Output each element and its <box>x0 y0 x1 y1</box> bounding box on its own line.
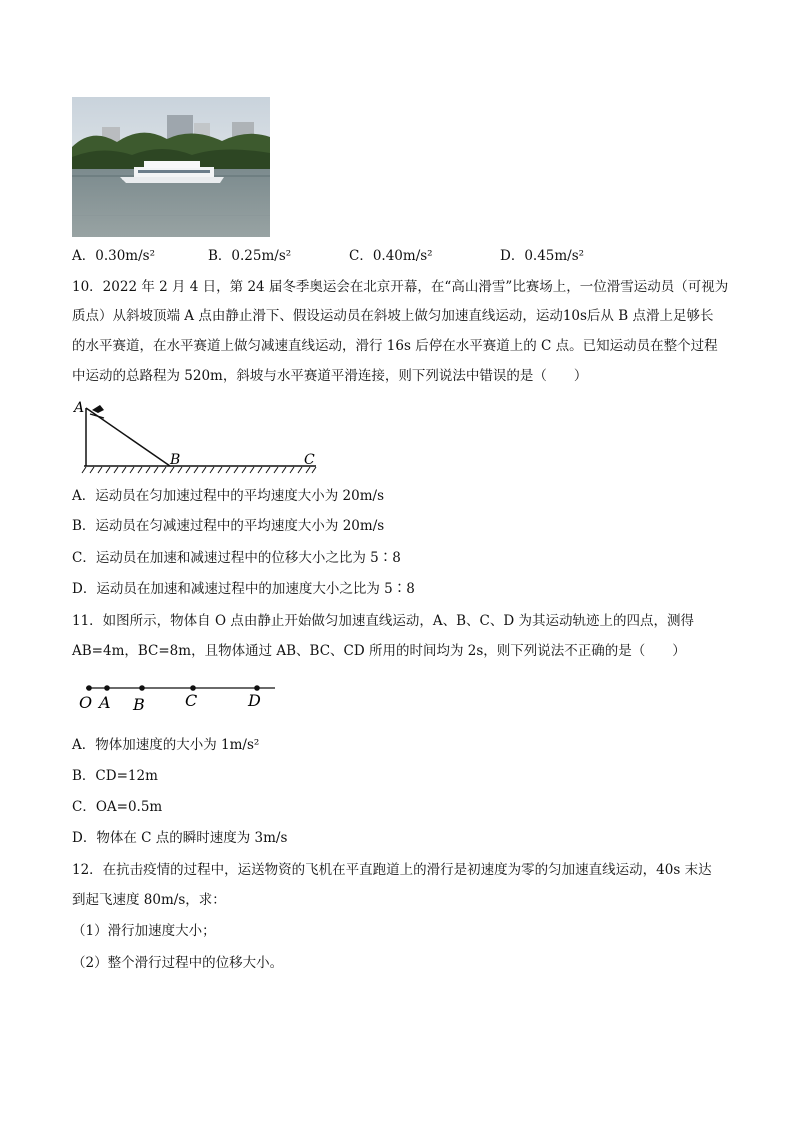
q10-stem-line2: 质点）从斜坡顶端 A 点由静止滑下、假设运动员在斜坡上做匀加速直线运动，运动10s后从 B 点滑上足够长 <box>72 308 714 324</box>
label-c: C <box>304 452 315 468</box>
q9-option-b: B．0.25m/s² <box>208 248 292 264</box>
q10-slope-diagram <box>72 398 332 478</box>
q10-stem-line3: 的水平赛道，在水平赛道上做匀减速直线运动，滑行 16s 后停在水平赛道上的 C 点。已知运动员在整个过程 <box>72 338 718 354</box>
q11-option-d: D．物体在 C 点的瞬时速度为 3m/s <box>72 830 288 846</box>
q10-option-d: D．运动员在加速和减速过程中的加速度大小之比为 5∶8 <box>72 581 415 597</box>
q11-option-a: A．物体加速度的大小为 1m/s² <box>72 737 260 753</box>
lake-ferry-photo <box>72 97 270 237</box>
q11-stem-line2: AB=4m，BC=8m，且物体通过 AB、BC、CD 所用的时间均为 2s，则下列说法不正确的是（ ） <box>72 643 686 659</box>
q12-stem-line2: 到起飞速度 80m/s，求： <box>72 892 226 908</box>
q10-stem-line4: 中运动的总路程为 520m，斜坡与水平赛道平滑连接，则下列说法中错误的是（ ） <box>72 368 588 384</box>
q9-option-a: A．0.30m/s² <box>72 248 155 264</box>
label-c: C <box>185 691 198 710</box>
point-d <box>254 685 260 691</box>
label-b: B <box>133 695 145 714</box>
q11-stem-line1: 11．如图所示，物体自 O 点由静止开始做匀加速直线运动，A、B、C、D 为其运动轨迹上的四点，测得 <box>72 613 694 629</box>
q11-points-diagram <box>72 678 282 714</box>
q12-part-2: （2）整个滑行过程中的位移大小。 <box>72 955 284 971</box>
q10-option-a: A．运动员在匀加速过程中的平均速度大小为 20m/s <box>72 488 384 504</box>
point-o <box>86 685 92 691</box>
label-d: D <box>248 691 261 710</box>
q10-option-b: B．运动员在匀减速过程中的平均速度大小为 20m/s <box>72 518 385 534</box>
q9-option-c: C．0.40m/s² <box>349 248 433 264</box>
label-a: A <box>74 400 85 416</box>
point-c <box>190 685 196 691</box>
q12-stem-line1: 12．在抗击疫情的过程中，运送物资的飞机在平直跑道上的滑行是初速度为零的匀加速直线运动，40s 末达 <box>72 862 712 878</box>
q11-option-b: B．CD=12m <box>72 768 158 784</box>
label-b: B <box>170 452 181 468</box>
label-a: A <box>99 693 111 712</box>
point-a <box>104 685 110 691</box>
q11-option-c: C．OA=0.5m <box>72 799 163 815</box>
q9-option-d: D．0.45m/s² <box>500 248 585 264</box>
q10-stem-line1: 10．2022 年 2 月 4 日，第 24 届冬季奥运会在北京开幕，在“高山滑雪”比赛场上，一位滑雪运动员（可视为 <box>72 279 729 295</box>
point-b <box>139 685 145 691</box>
q12-part-1: （1）滑行加速度大小； <box>72 923 216 939</box>
label-o: O <box>79 693 93 712</box>
q10-option-c: C．运动员在加速和减速过程中的位移大小之比为 5∶8 <box>72 550 401 566</box>
